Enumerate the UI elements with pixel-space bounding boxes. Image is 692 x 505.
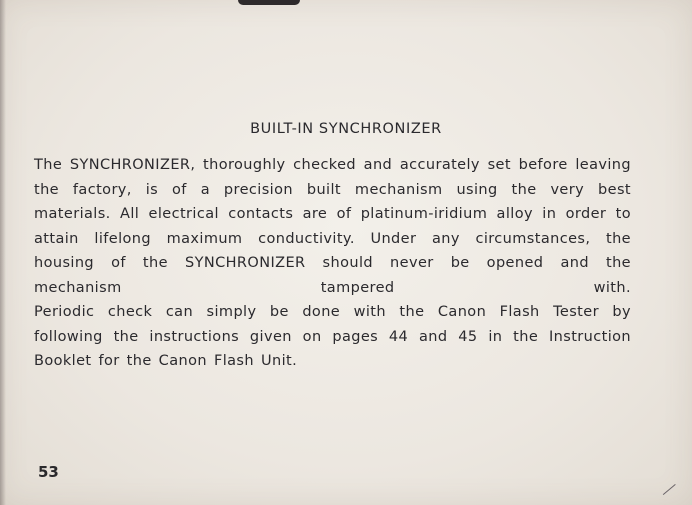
page-corner-crease — [663, 484, 686, 505]
paragraph-synchronizer-description: The SYNCHRONIZER, thoroughly checked and accurately set before leaving the factory, is of a precision built mechanism using the very best materials. All electrical contacts are of platinum-iridium alloy in order to attain lifelong maximum conductivity. Under any circumstances, the housing of the SYNCHRONIZER should never be opened and the mechanism tampered with. — [34, 157, 631, 296]
page-number: 53 — [38, 463, 59, 481]
body-text — [34, 153, 631, 374]
paragraph-periodic-check: Periodic check can simply be done with the Canon Flash Tester by following the instructions given on pages 44 and 45 in the Instruction Booklet for the Canon Flash Unit. — [34, 304, 631, 369]
page-edge-shadow — [0, 0, 6, 505]
binding-mark — [238, 0, 300, 5]
section-title: BUILT-IN SYNCHRONIZER — [250, 121, 442, 137]
